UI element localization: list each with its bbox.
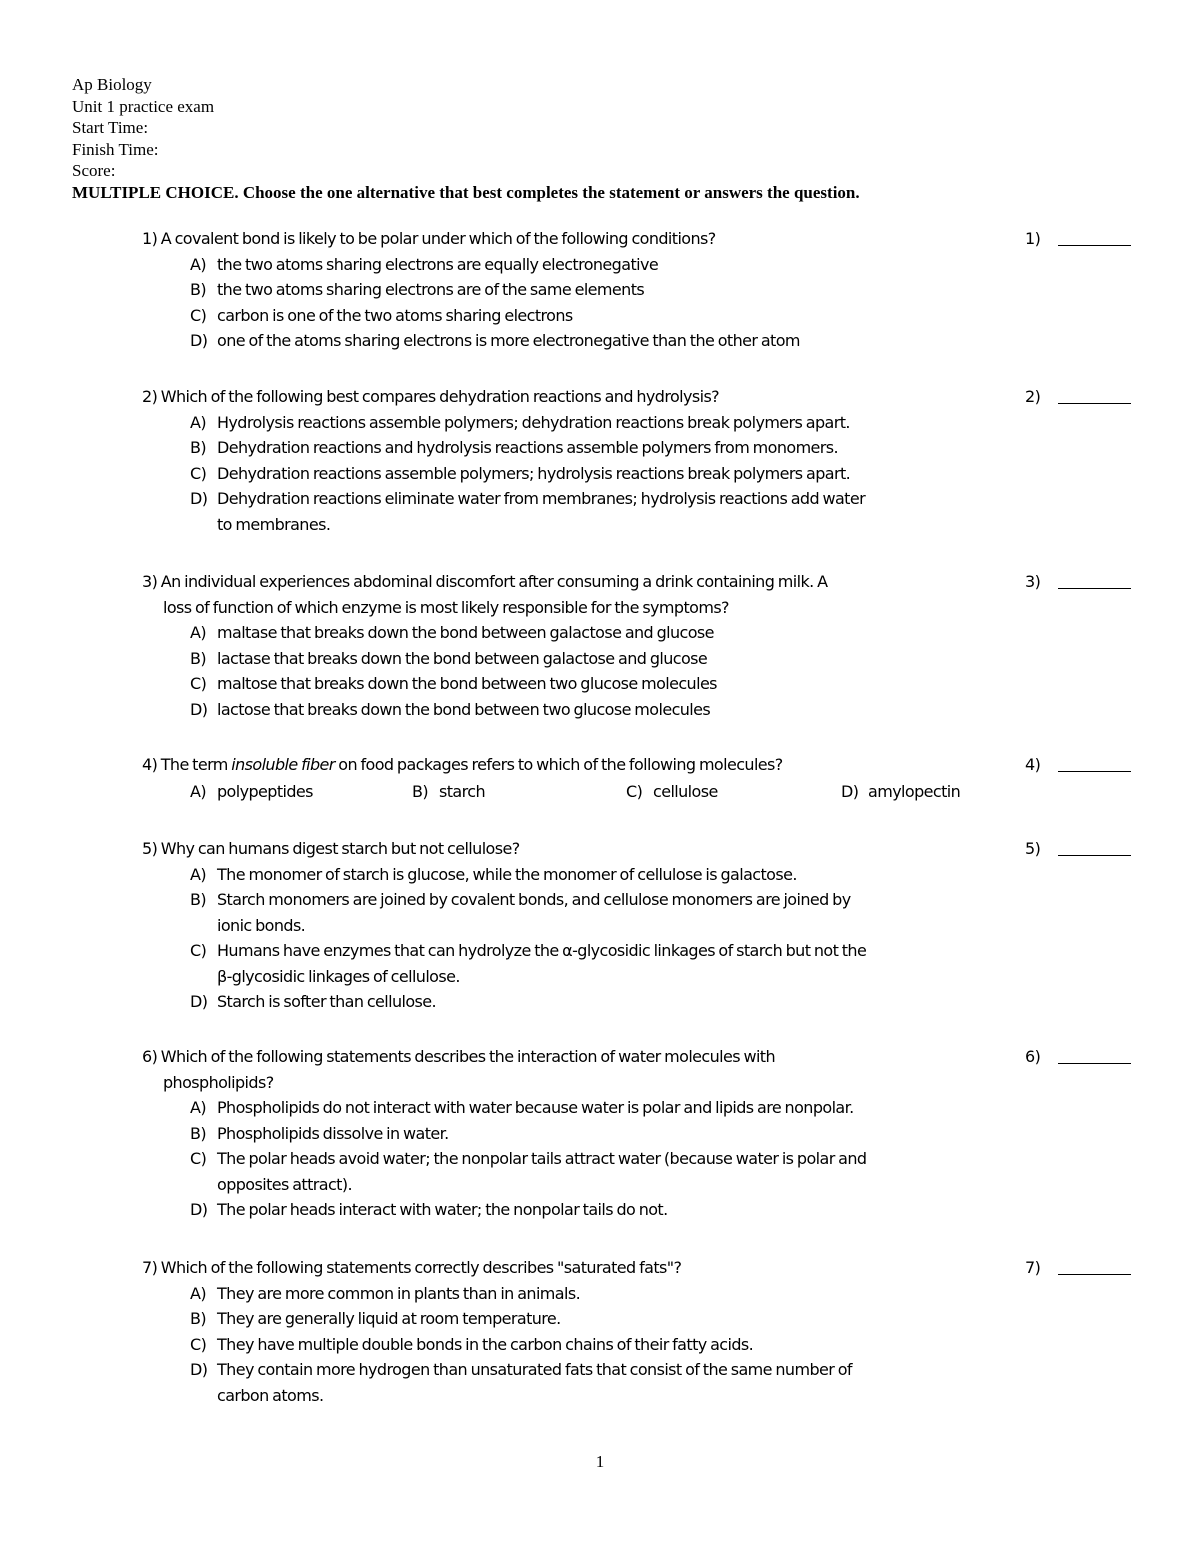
question-number: 2) <box>142 387 158 406</box>
answer-blank[interactable] <box>1058 588 1131 589</box>
answer-blank[interactable] <box>1058 771 1131 772</box>
question-number: 1) <box>142 229 158 248</box>
choice-b[interactable]: B) lactase that breaks down the bond between galactose and glucose <box>190 648 708 668</box>
choice-b[interactable]: B) They are generally liquid at room temperature. <box>190 1309 561 1328</box>
question-number: 3) <box>142 572 158 591</box>
choice-b[interactable]: B) Starch monomers are joined by covalent bonds, and cellulose monomers are joined by ionic bonds. <box>190 890 851 935</box>
question-text-continued: phospholipids? <box>163 1072 274 1092</box>
choice-c[interactable]: C) Humans have enzymes that can hydrolyze the α-glycosidic linkages of starch but not the β-glycosidic linkages of cellulose. <box>190 941 867 986</box>
choice-c[interactable]: C) They have multiple double bonds in the carbon chains of their fatty acids. <box>190 1334 754 1354</box>
choice-d[interactable]: D) lactose that breaks down the bond between two glucose molecules <box>190 699 711 719</box>
choice-list <box>190 620 1010 722</box>
course-title: Ap Biology <box>72 75 152 94</box>
instructions: MULTIPLE CHOICE. Choose the one alternative that best completes the statement or answers the question. <box>72 182 860 202</box>
question-text: The term insoluble fiber on food packages refers to which of the following molecules? <box>160 755 783 774</box>
question-text-continued: loss of function of which enzyme is most likely responsible for the symptoms? <box>163 597 729 617</box>
question-stem <box>142 569 1002 620</box>
answer-blank[interactable] <box>1058 1274 1131 1275</box>
choice-a[interactable]: A) Phospholipids do not interact with water because water is polar and lipids are nonpolar. <box>190 1098 854 1117</box>
choice-d[interactable]: D) The polar heads interact with water; the nonpolar tails do not. <box>190 1200 668 1219</box>
finish-time-label: Finish Time: <box>72 139 159 159</box>
choice-d[interactable]: D) amylopectin <box>841 782 961 801</box>
choice-c[interactable]: C) Dehydration reactions assemble polymers; hydrolysis reactions break polymers apart. <box>190 463 851 483</box>
choice-list <box>190 862 1010 1015</box>
answer-blank[interactable] <box>1058 245 1131 246</box>
answer-label: 6) <box>1025 1047 1041 1066</box>
choice-list <box>190 410 1010 538</box>
answer-blank[interactable] <box>1058 1063 1131 1064</box>
answer-label: 4) <box>1025 755 1041 774</box>
choice-c[interactable]: C) cellulose <box>626 782 718 801</box>
answer-blank[interactable] <box>1058 403 1131 404</box>
answer-blank[interactable] <box>1058 855 1131 856</box>
score-label: Score: <box>72 161 116 181</box>
question-stem <box>142 836 1002 862</box>
question-stem <box>142 226 1002 252</box>
italic-term: insoluble fiber <box>231 755 335 774</box>
start-time-label: Start Time: <box>72 118 149 138</box>
choice-b[interactable]: B) Dehydration reactions and hydrolysis reactions assemble polymers from monomers. <box>190 438 838 457</box>
answer-label: 2) <box>1025 387 1041 406</box>
question-number: 5) <box>142 839 158 858</box>
choice-a[interactable]: A) Hydrolysis reactions assemble polymers; dehydration reactions break polymers apart. <box>190 412 850 432</box>
choice-a[interactable]: A) polypeptides <box>190 782 313 801</box>
choice-a[interactable]: A) the two atoms sharing electrons are equally electronegative <box>190 254 659 274</box>
exam-title: Unit 1 practice exam <box>72 96 215 116</box>
choice-d[interactable]: D) Starch is softer than cellulose. <box>190 992 437 1011</box>
question-stem <box>142 752 1002 778</box>
question-stem <box>142 1044 1002 1095</box>
choice-c[interactable]: C) maltose that breaks down the bond between two glucose molecules <box>190 674 717 693</box>
exam-header <box>72 74 860 204</box>
question-number: 7) <box>142 1258 158 1277</box>
question-text: A covalent bond is likely to be polar under which of the following conditions? <box>160 229 716 248</box>
answer-label: 1) <box>1025 229 1041 248</box>
choice-b[interactable]: B) Phospholipids dissolve in water. <box>190 1123 449 1143</box>
choice-a[interactable]: A) They are more common in plants than in animals. <box>190 1283 581 1303</box>
answer-label: 5) <box>1025 839 1041 858</box>
choice-c[interactable]: C) carbon is one of the two atoms sharing electrons <box>190 305 573 325</box>
choice-a[interactable]: A) maltase that breaks down the bond between galactose and glucose <box>190 623 714 642</box>
choice-list <box>190 252 1010 354</box>
question-text: Which of the following statements correctly describes "saturated fats"? <box>160 1258 682 1277</box>
answer-label: 3) <box>1025 572 1041 591</box>
question-text: Which of the following best compares dehydration reactions and hydrolysis? <box>160 387 720 406</box>
question-text: Why can humans digest starch but not cellulose? <box>160 839 520 858</box>
choice-d[interactable]: D) They contain more hydrogen than unsaturated fats that consist of the same number of carbon atoms. <box>190 1360 852 1405</box>
choice-a[interactable]: A) The monomer of starch is glucose, while the monomer of cellulose is galactose. <box>190 864 797 884</box>
choice-list <box>190 1281 1010 1409</box>
choice-list <box>190 1095 1010 1223</box>
choice-b[interactable]: B) the two atoms sharing electrons are of the same elements <box>190 280 645 299</box>
choice-c[interactable]: C) The polar heads avoid water; the nonpolar tails attract water (because water is polar and opposites attract). <box>190 1149 867 1194</box>
question-number: 6) <box>142 1047 158 1066</box>
page-number: 1 <box>595 1452 605 1471</box>
question-number: 4) <box>142 755 158 774</box>
answer-label: 7) <box>1025 1258 1041 1277</box>
question-stem <box>142 1255 1002 1281</box>
question-text: An individual experiences abdominal discomfort after consuming a drink containing milk. A <box>160 572 828 591</box>
question-stem <box>142 384 1002 410</box>
question-text: Which of the following statements describes the interaction of water molecules with <box>160 1047 776 1066</box>
choice-b[interactable]: B) starch <box>412 782 485 801</box>
choice-d[interactable]: D) one of the atoms sharing electrons is more electronegative than the other atom <box>190 331 800 350</box>
choice-d[interactable]: D) Dehydration reactions eliminate water from membranes; hydrolysis reactions add water to membranes. <box>190 489 866 534</box>
